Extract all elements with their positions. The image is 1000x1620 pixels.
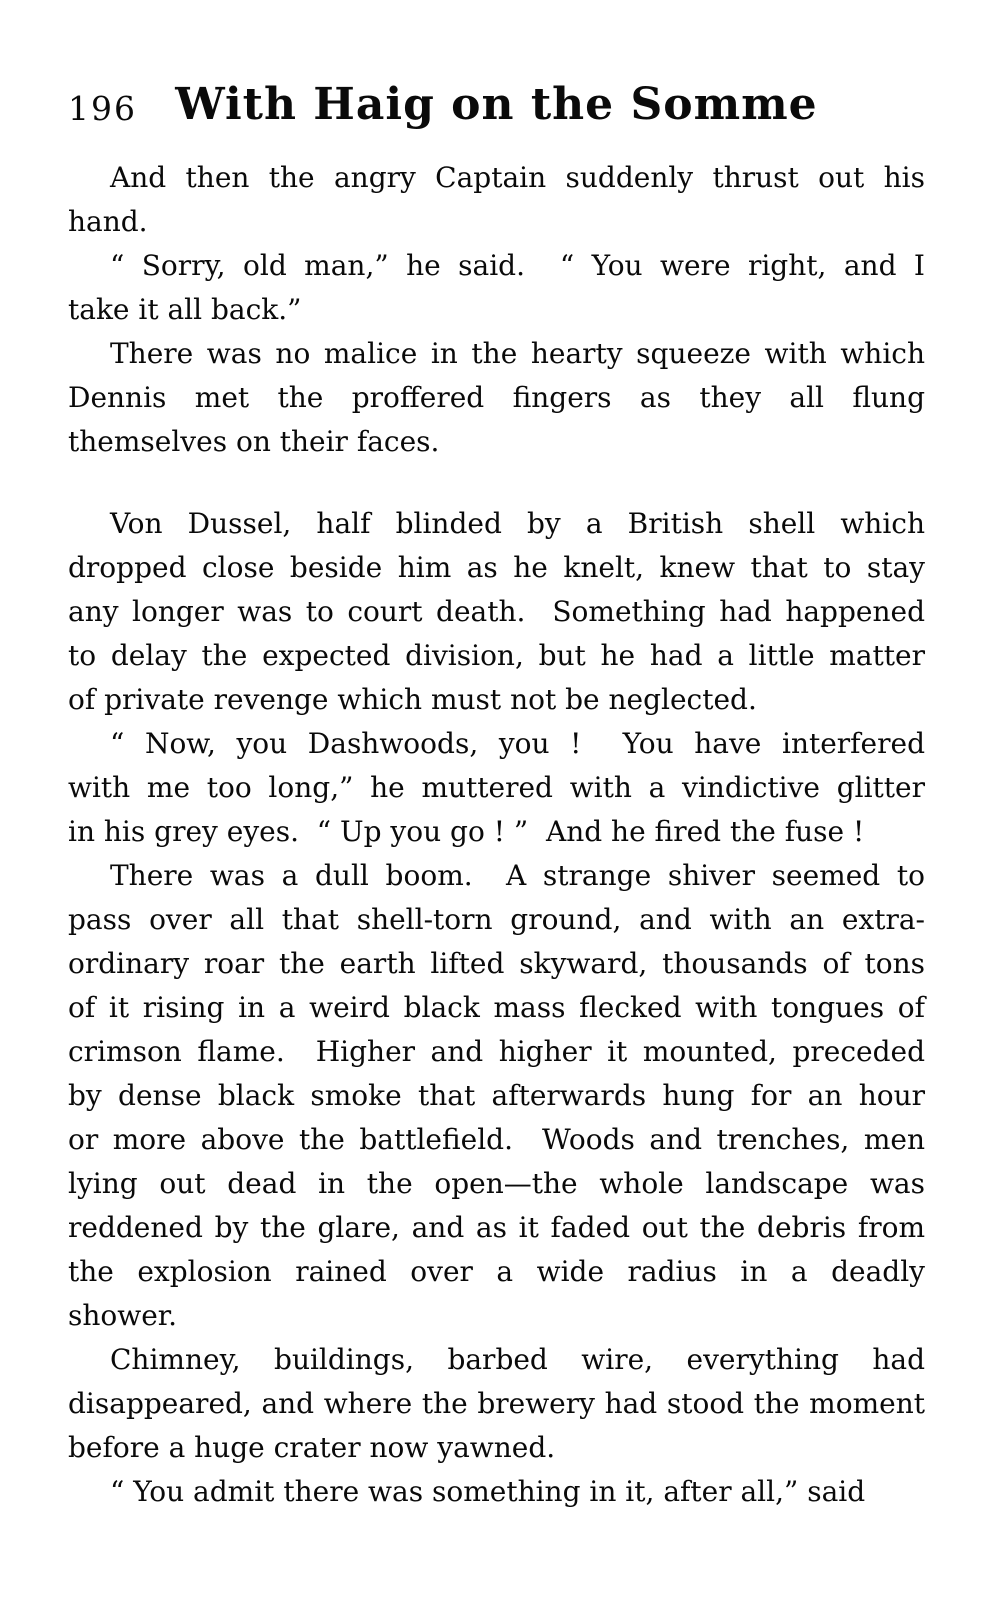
text-line: the explosion rained over a wide radius in a deadly (68, 1255, 925, 1288)
paragraph (68, 854, 925, 1338)
page-header (68, 78, 925, 132)
paragraph (68, 1338, 925, 1470)
text-line: lying out dead in the open—the whole landscape was (68, 1167, 925, 1200)
text-line: Chimney, buildings, barbed wire, everything had (110, 1343, 925, 1376)
paragraph (68, 722, 925, 854)
text-line: or more above the battlefield. Woods and trenches, men (68, 1123, 925, 1156)
text-line: “ Now, you Dashwoods, you ! You have interfered (110, 727, 925, 760)
text-line: crimson flame. Higher and higher it mounted, preceded (68, 1035, 925, 1068)
paragraph (68, 502, 925, 722)
text-line: There was a dull boom. A strange shiver seemed to (110, 859, 925, 892)
text-line: Dennis met the proffered fingers as they all flung (68, 381, 925, 414)
text-line: themselves on their faces. (68, 425, 440, 458)
text-line: ordinary roar the earth lifted skyward, thousands of tons (68, 947, 925, 980)
text-line: of private revenge which must not be neglected. (68, 683, 757, 716)
text-line: any longer was to court death. Something had happened (68, 595, 925, 628)
paragraph (68, 332, 925, 464)
text-line: before a huge crater now yawned. (68, 1431, 556, 1464)
paragraph (68, 1470, 925, 1514)
text-line: disappeared, and where the brewery had stood the moment (68, 1387, 925, 1420)
page-body (68, 156, 925, 1514)
paragraph (68, 244, 925, 332)
text-line: And then the angry Captain suddenly thrust out his (110, 161, 925, 194)
text-line: take it all back.” (68, 293, 302, 326)
text-line: with me too long,” he muttered with a vindictive glitter (68, 771, 925, 804)
text-line: of it rising in a weird black mass flecked with tongues of (68, 991, 925, 1024)
text-line: pass over all that shell-torn ground, and with an extra- (68, 903, 925, 936)
text-line: “ Sorry, old man,” he said. “ You were right, and I (110, 249, 925, 282)
text-line: by dense black smoke that afterwards hung for an hour (68, 1079, 925, 1112)
text-line: shower. (68, 1299, 178, 1332)
paragraph (68, 156, 925, 244)
text-line: “ You admit there was something in it, after all,” said (110, 1475, 866, 1508)
page-number: 196 (68, 89, 137, 128)
text-line: in his grey eyes. “ Up you go ! ” And he fired the fuse ! (68, 815, 865, 848)
text-line: There was no malice in the hearty squeeze with which (110, 337, 925, 370)
running-title: With Haig on the Somme (175, 79, 818, 130)
text-line: to delay the expected division, but he had a little matter (68, 639, 925, 672)
text-line: reddened by the glare, and as it faded out the debris from (68, 1211, 925, 1244)
text-line: hand. (68, 205, 148, 238)
text-line: Von Dussel, half blinded by a British shell which (110, 507, 925, 540)
text-line: dropped close beside him as he knelt, knew that to stay (68, 551, 925, 584)
